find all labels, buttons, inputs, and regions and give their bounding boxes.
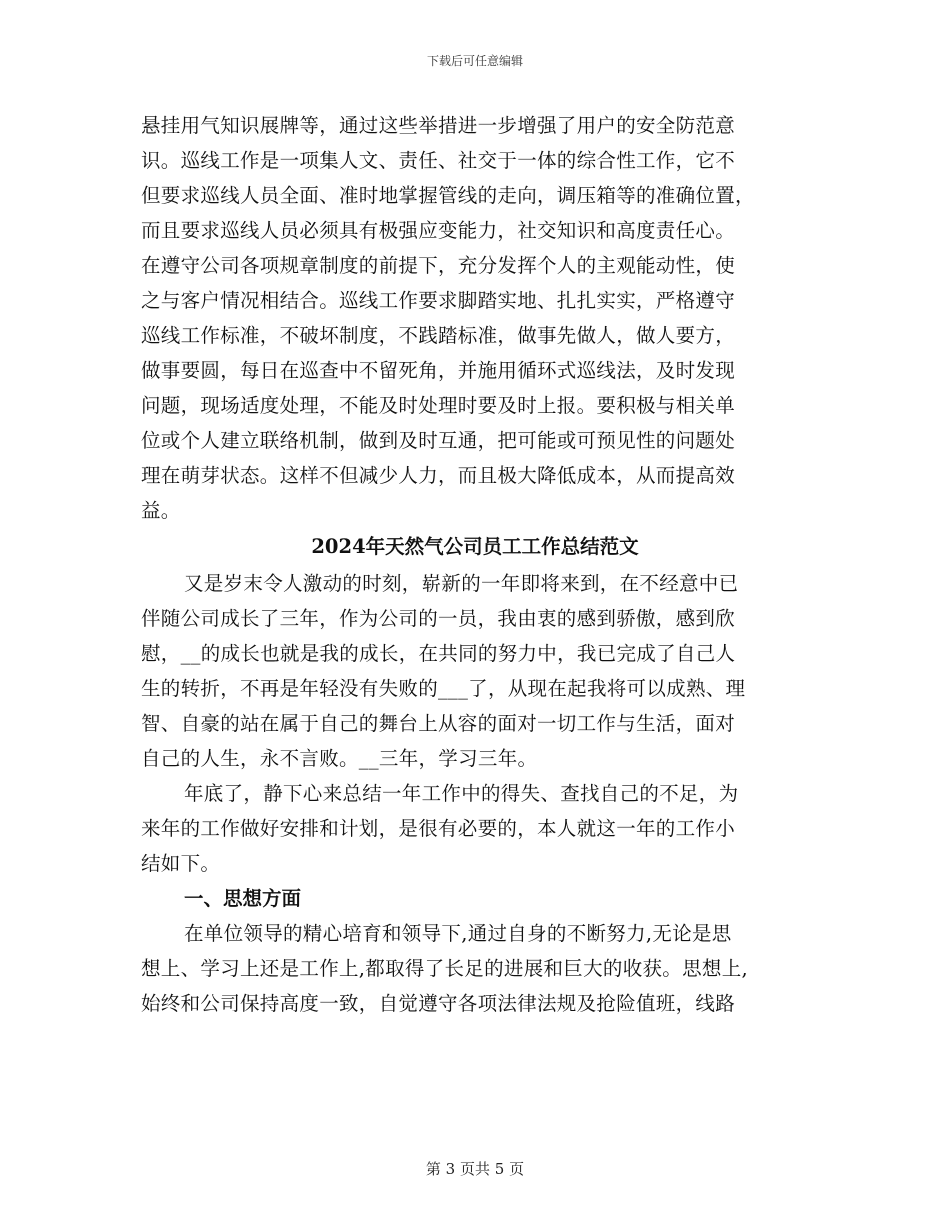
text-line: 在遵守公司各项规章制度的前提下，充分发挥个人的主观能动性，使: [141, 254, 736, 277]
text-line: 又是岁末令人激动的时刻，崭新的一年即将来到，在不经意中已: [184, 572, 739, 595]
text-line: 始终和公司保持高度一致，自觉遵守各项法律法规及抢险值班，线路: [141, 992, 736, 1015]
text-line: 慰，__的成长也就是我的成长，在共同的努力中，我已完成了自己人: [141, 642, 736, 665]
text-line: 自己的人生，永不言败。__三年，学习三年。: [141, 747, 538, 770]
page-header: 下载后可任意编辑: [426, 54, 523, 68]
paragraph-intro: [141, 566, 809, 776]
text-line: 生的转折，不再是年轻没有失败的___了，从现在起我将可以成熟、理: [141, 677, 746, 700]
text-line: 但要求巡线人员全面、准时地掌握管线的走向，调压箱等的准确位置，: [141, 184, 755, 207]
text-line: 理在萌芽状态。这样不但减少人力，而且极大降低成本，从而提高效: [141, 464, 736, 487]
document-title: 2024年天然气公司员工工作总结范文: [311, 535, 639, 558]
paragraph-thought: [141, 916, 809, 1021]
text-line: 来年的工作做好安排和计划，是很有必要的，本人就这一年的工作小: [141, 817, 736, 840]
document-body: [141, 108, 809, 1021]
text-line: 悬挂用气知识展牌等，通过这些举措进一步增强了用户的安全防范意: [141, 114, 736, 137]
text-line: 位或个人建立联络机制，做到及时互通，把可能或可预见性的问题处: [141, 429, 736, 452]
text-line: 识。巡线工作是一项集人文、责任、社交于一体的综合性工作，它不: [141, 149, 736, 172]
text-line: 年底了，静下心来总结一年工作中的得失、查找自己的不足，为: [184, 782, 739, 805]
text-line: 在单位领导的精心培育和领导下,通过自身的不断努力,无论是思: [184, 922, 732, 945]
text-line: 伴随公司成长了三年，作为公司的一员，我由衷的感到骄傲，感到欣: [141, 607, 736, 630]
text-line: 益。: [141, 499, 181, 522]
section-heading: 一、思想方面: [184, 887, 302, 910]
text-line: 智、自豪的站在属于自己的舞台上从容的面对一切工作与生活，面对: [141, 712, 736, 735]
text-line: 结如下。: [141, 852, 221, 875]
text-line: 之与客户情况相结合。巡线工作要求脚踏实地、扎扎实实，严格遵守: [141, 289, 736, 312]
page-footer: 第 3 页共 5 页: [425, 1160, 525, 1178]
text-line: 问题，现场适度处理，不能及时处理时要及时上报。要积极与相关单: [141, 394, 736, 417]
text-line: 做事要圆，每日在巡查中不留死角，并施用循环式巡线法，及时发现: [141, 359, 736, 382]
text-line: 巡线工作标准，不破坏制度，不践踏标准，做事先做人，做人要方，: [141, 324, 736, 347]
text-line: 而且要求巡线人员必须具有极强应变能力，社交知识和高度责任心。: [141, 219, 736, 242]
paragraph-summary: [141, 776, 809, 881]
text-line: 想上、学习上还是工作上,都取得了长足的进展和巨大的收获。思想上,: [141, 957, 748, 980]
paragraph-continued: [141, 108, 809, 528]
